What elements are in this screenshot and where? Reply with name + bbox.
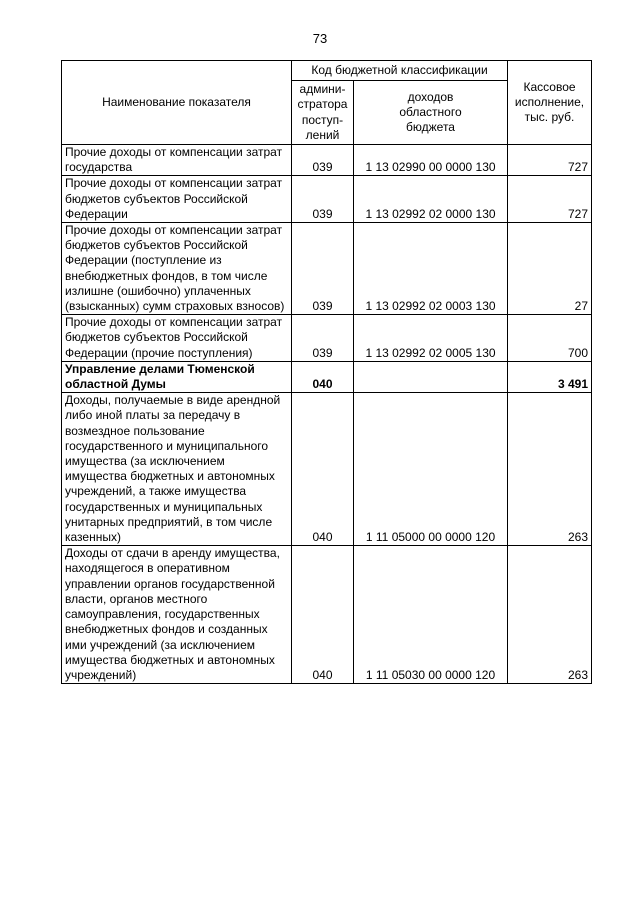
- header-classification: Код бюджетной классификации: [292, 61, 508, 81]
- row-sum: 727: [508, 145, 592, 176]
- row-sum: 263: [508, 546, 592, 684]
- row-admin-code: 039: [292, 315, 354, 362]
- table-row: [62, 546, 592, 684]
- table-row: [62, 223, 592, 315]
- row-sum: 3 491: [508, 361, 592, 392]
- table-row: [62, 393, 592, 546]
- row-income-code: 1 13 02990 00 0000 130: [354, 145, 508, 176]
- table-row: [62, 176, 592, 223]
- row-name: Прочие доходы от компенсации затрат бюджетов субъектов Российской Федерации (прочие поступления): [62, 315, 292, 362]
- table-row: [62, 361, 592, 392]
- row-sum: 263: [508, 393, 592, 546]
- row-income-code: [354, 361, 508, 392]
- header-income: доходов областного бюджета: [354, 81, 508, 145]
- table-body: [62, 145, 592, 684]
- row-admin-code: 040: [292, 393, 354, 546]
- table-row: [62, 145, 592, 176]
- header-name: Наименование показателя: [62, 61, 292, 145]
- row-income-code: 1 13 02992 02 0000 130: [354, 176, 508, 223]
- row-sum: 700: [508, 315, 592, 362]
- header-admin: админи- стратора поступ- лений: [292, 81, 354, 145]
- row-income-code: 1 13 02992 02 0005 130: [354, 315, 508, 362]
- row-income-code: 1 11 05000 00 0000 120: [354, 393, 508, 546]
- row-name: Прочие доходы от компенсации затрат бюджетов субъектов Российской Федерации: [62, 176, 292, 223]
- header-sum: Кассовое исполнение, тыс. руб.: [508, 61, 592, 145]
- table-row: [62, 315, 592, 362]
- row-admin-code: 040: [292, 546, 354, 684]
- row-admin-code: 040: [292, 361, 354, 392]
- row-name: Прочие доходы от компенсации затрат бюджетов субъектов Российской Федерации (поступление из внебюджетных фондов, в том числе излишне (ошибочно) уплаченных (взысканных) сумм страховых взносов): [62, 223, 292, 315]
- row-sum: 27: [508, 223, 592, 315]
- row-admin-code: 039: [292, 223, 354, 315]
- row-admin-code: 039: [292, 145, 354, 176]
- row-name: Доходы, получаемые в виде арендной либо иной платы за передачу в возмездное пользование государственного и муниципального имущества (за исключением имущества бюджетных и автономных учреждений, а также имущества государственных и муниципальных унитарных предприятий, в том числе казенных): [62, 393, 292, 546]
- row-sum: 727: [508, 176, 592, 223]
- row-income-code: 1 11 05030 00 0000 120: [354, 546, 508, 684]
- row-name: Доходы от сдачи в аренду имущества, находящегося в оперативном управлении органов государственной власти, органов местного самоуправления, государственных внебюджетных фондов и созданных ими учреждений (за исключением имущества бюджетных и автономных учреждений): [62, 546, 292, 684]
- table-header: [62, 61, 592, 145]
- row-name: Управление делами Тюменской областной Думы: [62, 361, 292, 392]
- row-income-code: 1 13 02992 02 0003 130: [354, 223, 508, 315]
- budget-table: [61, 60, 592, 684]
- page-number: 73: [312, 31, 328, 46]
- row-admin-code: 039: [292, 176, 354, 223]
- row-name: Прочие доходы от компенсации затрат государства: [62, 145, 292, 176]
